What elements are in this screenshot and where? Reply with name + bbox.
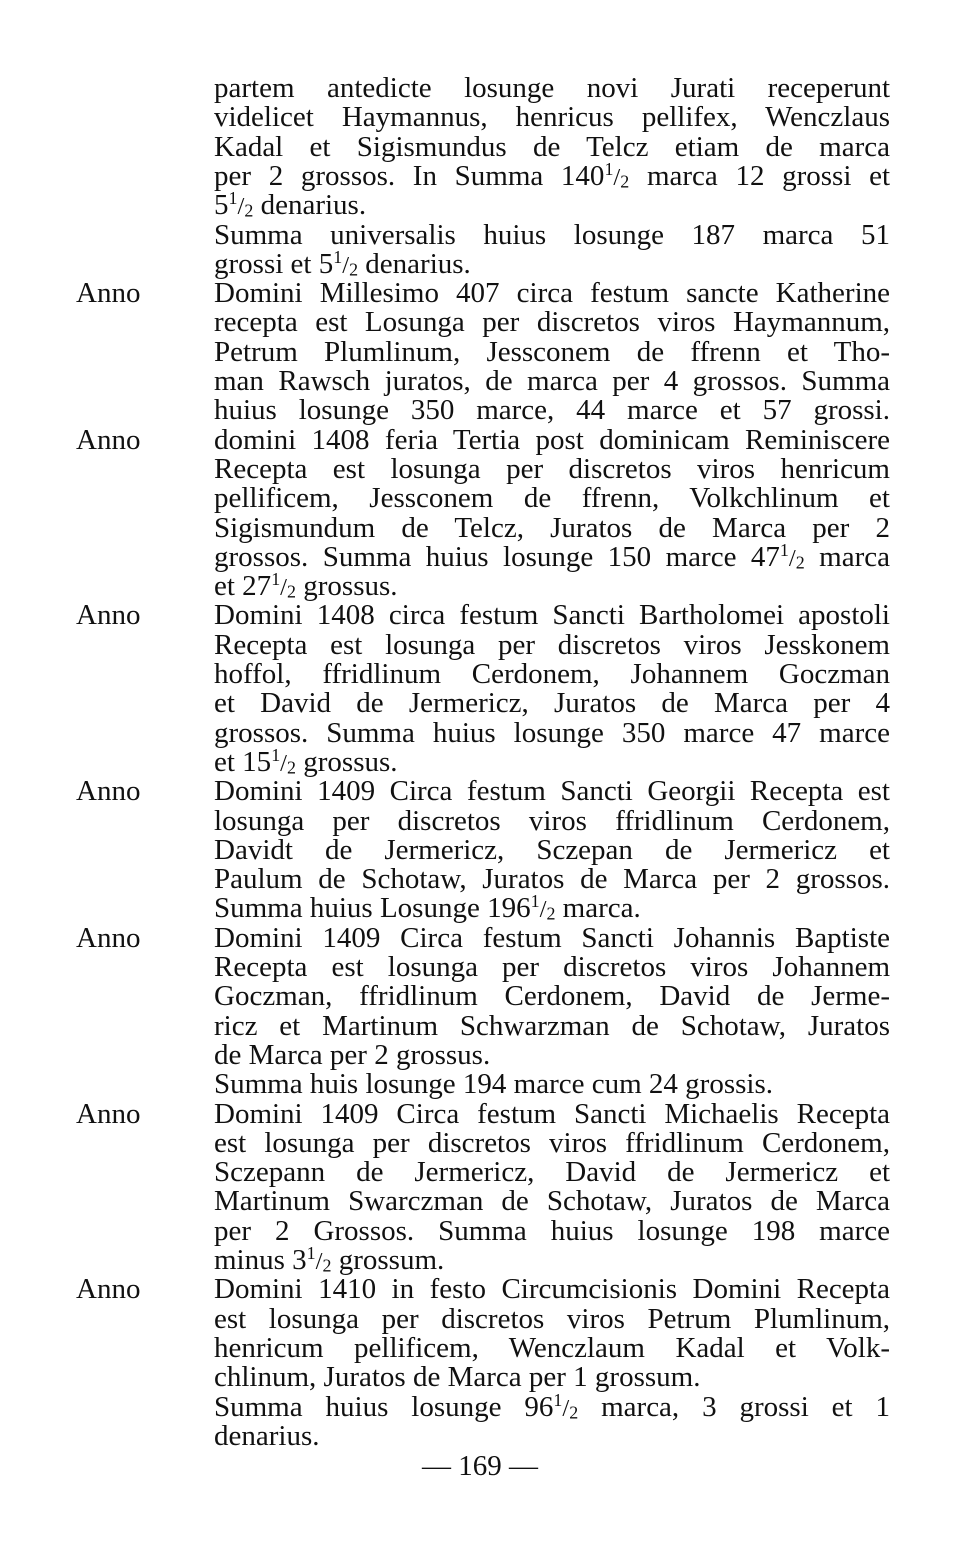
line-text: henricum pellificem, Wenczlaum Kadal et Volk- <box>214 1331 890 1364</box>
text-line <box>214 1070 890 1099</box>
line-text: minus 3 <box>214 1244 307 1276</box>
fraction-numerator: 1 <box>779 539 789 560</box>
fraction-denominator: 2 <box>287 581 297 602</box>
text-line <box>214 1187 890 1216</box>
text-line <box>214 188 890 222</box>
fraction <box>307 1244 332 1276</box>
line-text: Summa huius losunge 96 <box>214 1390 554 1423</box>
line-text: 5 <box>214 189 229 222</box>
text-line <box>76 599 890 632</box>
line-text: domini 1408 feria Tertia post dominicam Reminiscere <box>214 423 890 456</box>
line-text: ricz et Martinum Schwarzman de Schotaw, Juratos <box>214 1009 890 1042</box>
line-text: et 27 <box>214 570 272 603</box>
entry-label: Anno <box>76 423 141 456</box>
text-line <box>214 1363 890 1392</box>
line-text: Domini 1410 in festo Circumcisionis Domini Recepta <box>214 1273 890 1306</box>
fraction <box>333 248 358 280</box>
text-line <box>214 484 890 513</box>
line-text: et David de Jermericz, Juratos de Marca per 4 <box>214 687 890 720</box>
text-line <box>214 804 890 837</box>
line-text: hoffol, ffridlinum Cerdonem, Johannem Goczman <box>214 658 890 690</box>
page-number: — 169 — <box>422 1450 538 1482</box>
line-text: Domini 1409 Circa festum Sancti Johannis Baptiste <box>214 921 890 954</box>
line-text: Summa universalis huius losunge 187 marca 51 <box>214 218 890 251</box>
text-line <box>214 689 890 718</box>
text-line <box>214 130 890 163</box>
fraction-slash: / <box>613 163 621 191</box>
fraction-numerator: 1 <box>553 1389 563 1410</box>
line-text: recepta est Losunga per discretos viros Haymannum, <box>214 306 890 339</box>
fraction-slash: / <box>315 1248 323 1275</box>
text-line <box>76 1097 890 1130</box>
fraction-slash: / <box>562 1394 570 1422</box>
line-text: denarius. <box>358 247 471 280</box>
text-line <box>214 833 890 866</box>
fraction-slash: / <box>280 749 288 777</box>
fraction-slash: / <box>342 251 350 279</box>
line-text: grossos. Summa huius losunge 150 marce 47 <box>214 540 780 573</box>
text-line <box>214 539 890 573</box>
text-line <box>214 660 890 689</box>
line-text: grossus. <box>296 745 398 778</box>
text-line <box>76 1273 890 1306</box>
line-text: grossum. <box>331 1244 445 1276</box>
line-text: Kadal et Sigismundus de Telcz etiam de marca <box>214 130 890 163</box>
text-line <box>214 1009 890 1042</box>
line-text: Summa huius Losunge 196 <box>214 892 531 925</box>
fraction-slash: / <box>788 544 796 572</box>
line-text: man Rawsch juratos, de marca per 4 grossos. Summa <box>214 365 890 397</box>
entry-label: Anno <box>76 1273 141 1306</box>
line-text: grossi et 5 <box>214 247 334 280</box>
text-line <box>214 452 890 485</box>
fraction-denominator: 2 <box>569 1402 579 1423</box>
line-text: huius losunge 350 marce, 44 marce et 57 grossi. <box>214 394 890 427</box>
text-line <box>214 246 890 280</box>
line-text: est losunga per discretos viros ffridlinum Cerdonem, <box>214 1126 890 1159</box>
fraction <box>780 541 805 573</box>
line-text: marca <box>804 540 890 573</box>
line-text: est losunga per discretos viros Petrum Plumlinum, <box>214 1302 890 1335</box>
text-line <box>214 1419 890 1452</box>
fraction-denominator: 2 <box>287 757 297 778</box>
entry-label: Anno <box>76 599 141 632</box>
line-text: marca 12 grossi et <box>629 159 890 192</box>
text-line <box>214 396 890 425</box>
fraction-denominator: 2 <box>349 259 359 280</box>
text-line <box>214 103 890 132</box>
line-text: Davidt de Jermericz, Sczepan de Jermericz et <box>214 833 890 866</box>
line-text: grossus. <box>296 570 398 603</box>
line-text: Goczman, ffridlinum Cerdonem, David de Jerme- <box>214 980 890 1013</box>
text-line <box>214 159 890 192</box>
line-text: Petrum Plumlinum, Jessconem de ffrenn et Tho- <box>214 335 890 368</box>
entry-label: Anno <box>76 921 141 954</box>
line-text: partem antedicte losunge novi Jurati receperunt <box>214 72 890 104</box>
line-text: Domini 1409 Circa festum Sancti Georgii Recepta est <box>214 775 890 808</box>
text-line <box>214 74 890 103</box>
text-line <box>214 308 890 337</box>
entry-label: Anno <box>76 775 141 808</box>
fraction <box>271 746 296 778</box>
line-text: denarius. <box>214 1419 320 1452</box>
text-line <box>76 277 890 310</box>
fraction-denominator: 2 <box>244 200 254 221</box>
text-line <box>214 745 890 778</box>
text-line <box>214 1126 890 1159</box>
line-text: Paulum de Schotaw, Juratos de Marca per 2 grossos. <box>214 863 890 896</box>
text-line <box>214 569 890 603</box>
fraction-slash: / <box>237 193 245 221</box>
text-line <box>214 865 890 894</box>
text-line <box>214 1214 890 1247</box>
text-line <box>214 891 890 925</box>
text-line <box>214 982 890 1011</box>
line-text: marca, 3 grossi et 1 <box>578 1390 890 1423</box>
entry-label: Anno <box>76 277 141 310</box>
line-text: denarius. <box>253 189 367 222</box>
text-line <box>214 628 890 661</box>
fraction-denominator: 2 <box>322 1255 332 1276</box>
line-text: Domini Millesimo 407 circa festum sancte Katherine <box>214 277 890 310</box>
line-text: pellificem, Jessconem de ffrenn, Volkchlinum et <box>214 482 890 515</box>
line-text: Sigismundum de Telcz, Juratos de Marca per 2 <box>214 511 890 544</box>
line-text: losunga per discretos viros ffridlinum Cerdonem, <box>214 804 890 837</box>
text-line <box>214 1302 890 1335</box>
line-text: per 2 Grossos. Summa huius losunge 198 marce <box>214 1214 890 1247</box>
line-text: per 2 grossos. In Summa 140 <box>214 159 605 192</box>
fraction-numerator: 1 <box>530 891 540 912</box>
text-line <box>214 218 890 251</box>
fraction-denominator: 2 <box>620 171 630 192</box>
fraction <box>553 1391 578 1423</box>
fraction-numerator: 1 <box>306 1243 316 1264</box>
line-text: Recepta est losunga per discretos viros Johannem <box>214 951 890 983</box>
text-line <box>214 1243 890 1276</box>
line-text: videlicet Haymannus, henricus pellifex, Wenczlaus <box>214 101 890 134</box>
text-line <box>214 335 890 368</box>
text-line <box>76 423 890 456</box>
line-text: Recepta est losunga per discretos viros henricum <box>214 452 890 485</box>
line-text: Martinum Swarczman de Schotaw, Juratos de Marca <box>214 1185 890 1218</box>
line-text: marca. <box>555 892 641 925</box>
fraction-slash: / <box>280 574 288 602</box>
fraction-denominator: 2 <box>546 904 556 925</box>
text-line <box>214 953 890 982</box>
fraction <box>271 570 296 602</box>
entry-label: Anno <box>76 1097 141 1130</box>
fraction-denominator: 2 <box>795 552 805 573</box>
text-line <box>214 1331 890 1364</box>
line-text: Recepta est losunga per discretos viros Jesskonem <box>214 628 890 661</box>
text-line <box>214 1158 890 1187</box>
line-text: Domini 1409 Circa festum Sancti Michaelis Recepta <box>214 1097 890 1130</box>
line-text: Summa huis losunge 194 marce cum 24 grossis. <box>214 1068 774 1101</box>
fraction-numerator: 1 <box>333 246 343 267</box>
text-line <box>214 716 890 749</box>
line-text: et 15 <box>214 745 272 778</box>
fraction <box>229 189 254 221</box>
fraction <box>531 892 556 924</box>
text-line <box>214 1389 890 1423</box>
fraction-numerator: 1 <box>228 188 238 209</box>
line-text: chlinum, Juratos de Marca per 1 grossum. <box>214 1361 701 1394</box>
fraction <box>604 160 629 192</box>
fraction-numerator: 1 <box>604 159 614 180</box>
line-text: de Marca per 2 grossus. <box>214 1038 491 1071</box>
text-line <box>76 921 890 954</box>
text-line <box>76 775 890 808</box>
line-text: Domini 1408 circa festum Sancti Bartholomei apostoli <box>214 599 890 632</box>
fraction-numerator: 1 <box>271 569 281 590</box>
fraction-slash: / <box>539 896 547 924</box>
text-line <box>214 1038 890 1071</box>
line-text: grossos. Summa huius losunge 350 marce 47 marce <box>214 716 890 749</box>
fraction-numerator: 1 <box>271 745 281 766</box>
line-text: Sczepann de Jermericz, David de Jermericz et <box>214 1156 890 1189</box>
text-line <box>214 511 890 544</box>
text-line <box>214 367 890 396</box>
